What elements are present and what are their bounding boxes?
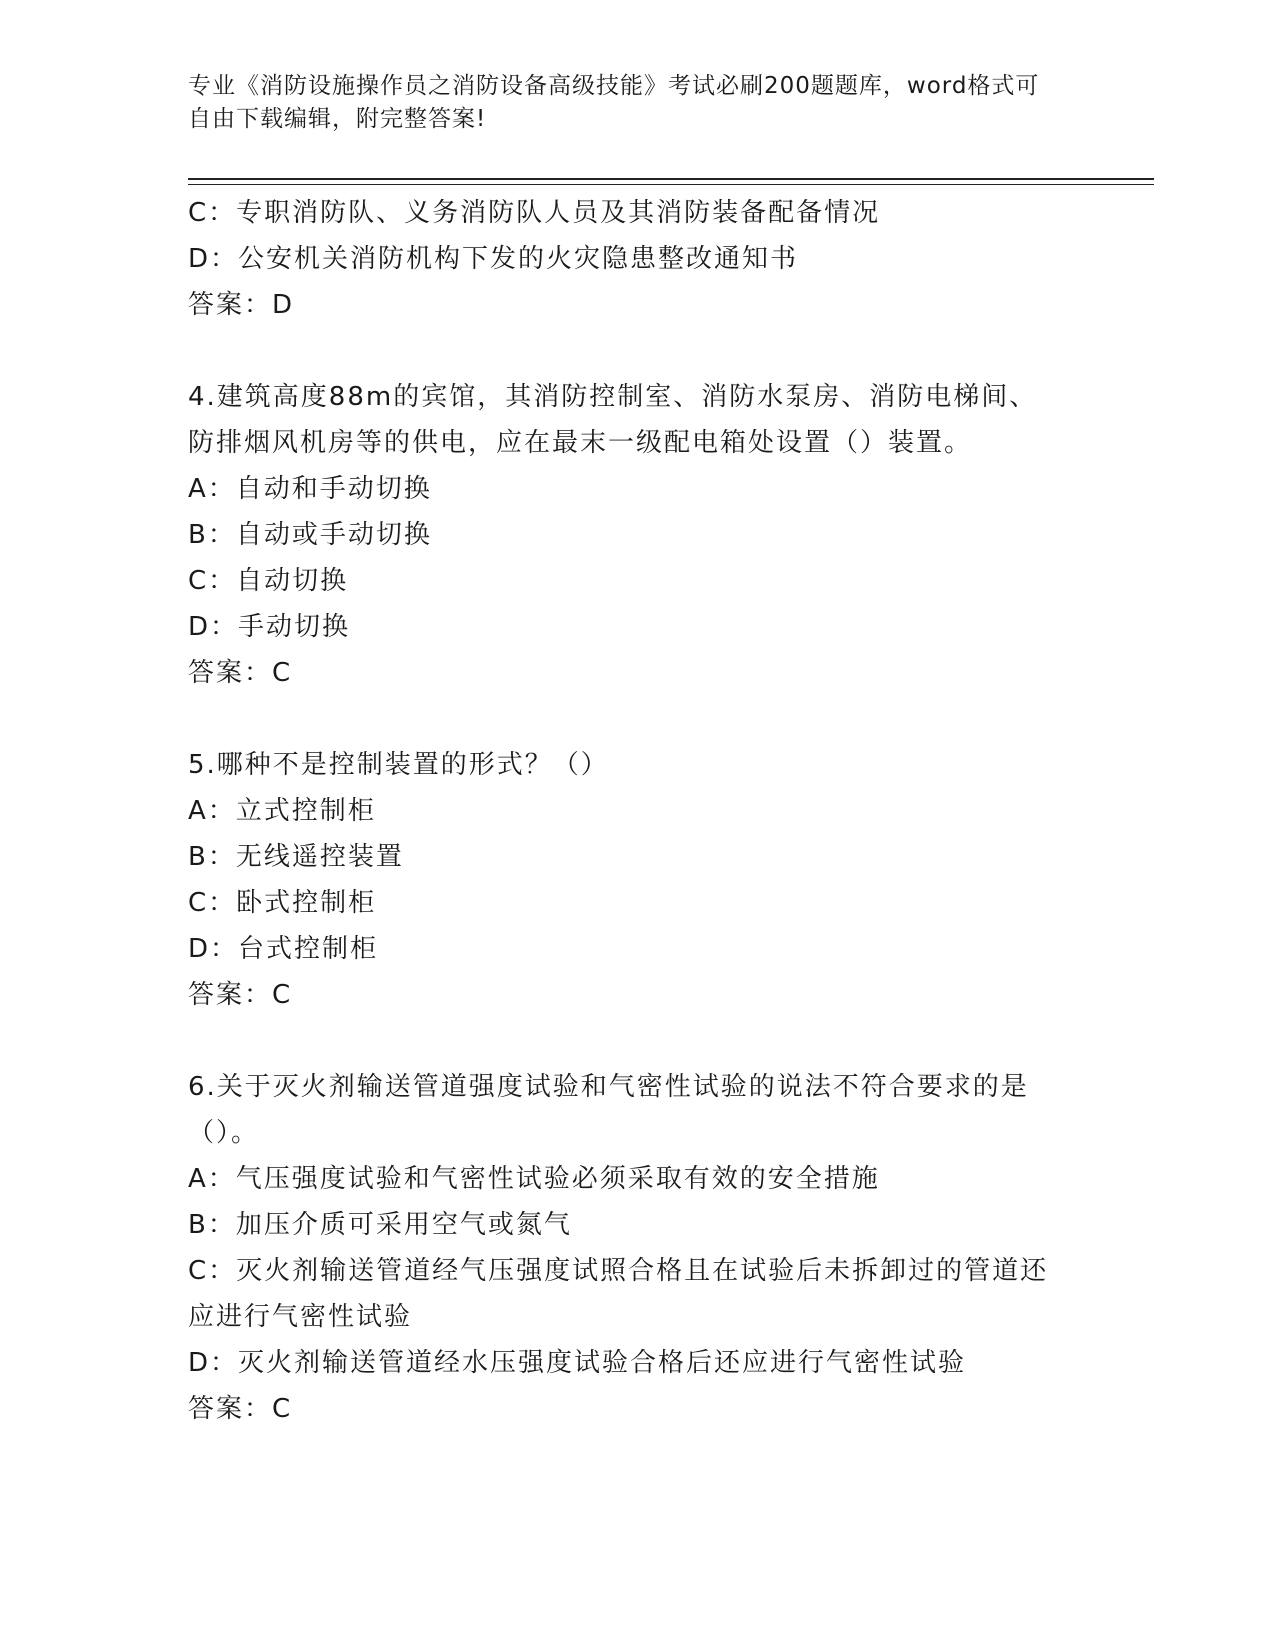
option-c-continued: 应进行气密性试验: [188, 1302, 413, 1332]
spacer: [188, 328, 1088, 374]
option-a: A：气压强度试验和气密性试验必须采取有效的安全措施: [188, 1164, 880, 1194]
header-line-2: 自由下载编辑，附完整答案!: [188, 106, 487, 132]
answer-line: 答案：C: [188, 658, 293, 688]
question-stem-continued: 防排烟风机房等的供电，应在最末一级配电箱处设置（）装置。: [188, 428, 973, 458]
question-4: [188, 374, 1088, 696]
option-c: C：卧式控制柜: [188, 888, 377, 918]
header-line-1: 专业《消防设施操作员之消防设备高级技能》考试必刷200题题库，word格式可: [188, 73, 1040, 99]
answer-line: 答案：C: [188, 1394, 293, 1424]
option-b: B：自动或手动切换: [188, 520, 432, 550]
question-stem: 5.哪种不是控制装置的形式？（）: [188, 750, 609, 780]
question-5: [188, 742, 1088, 1018]
document-header: [188, 70, 1068, 136]
option-a: A：自动和手动切换: [188, 474, 432, 504]
option-d: D：公安机关消防机构下发的火灾隐患整改通知书: [188, 244, 799, 274]
option-d: D：手动切换: [188, 612, 351, 642]
option-c: C：专职消防队、义务消防队人员及其消防装备配备情况: [188, 198, 881, 228]
answer-line: 答案：D: [188, 290, 295, 320]
question-6: [188, 1064, 1088, 1432]
question-stem: 4.建筑高度88m的宾馆，其消防控制室、消防水泵房、消防电梯间、: [188, 382, 1038, 412]
option-a: A：立式控制柜: [188, 796, 376, 826]
header-divider-thick: [188, 178, 1154, 180]
question-stem-continued: （）。: [188, 1118, 260, 1148]
option-b: B：无线遥控装置: [188, 842, 404, 872]
option-b: B：加压介质可采用空气或氮气: [188, 1210, 572, 1240]
spacer: [188, 696, 1088, 742]
question-list: [188, 190, 1088, 1432]
question-stem: 6.关于灭火剂输送管道强度试验和气密性试验的说法不符合要求的是: [188, 1072, 1029, 1102]
answer-line: 答案：C: [188, 980, 293, 1010]
header-divider-thin: [188, 184, 1154, 185]
option-c: C：灭火剂输送管道经气压强度试照合格且在试验后未拆卸过的管道还: [188, 1256, 1049, 1286]
option-d: D：灭火剂输送管道经水压强度试验合格后还应进行气密性试验: [188, 1348, 967, 1378]
option-d: D：台式控制柜: [188, 934, 379, 964]
option-c: C：自动切换: [188, 566, 349, 596]
spacer: [188, 1018, 1088, 1064]
question-3-tail: [188, 190, 1088, 328]
